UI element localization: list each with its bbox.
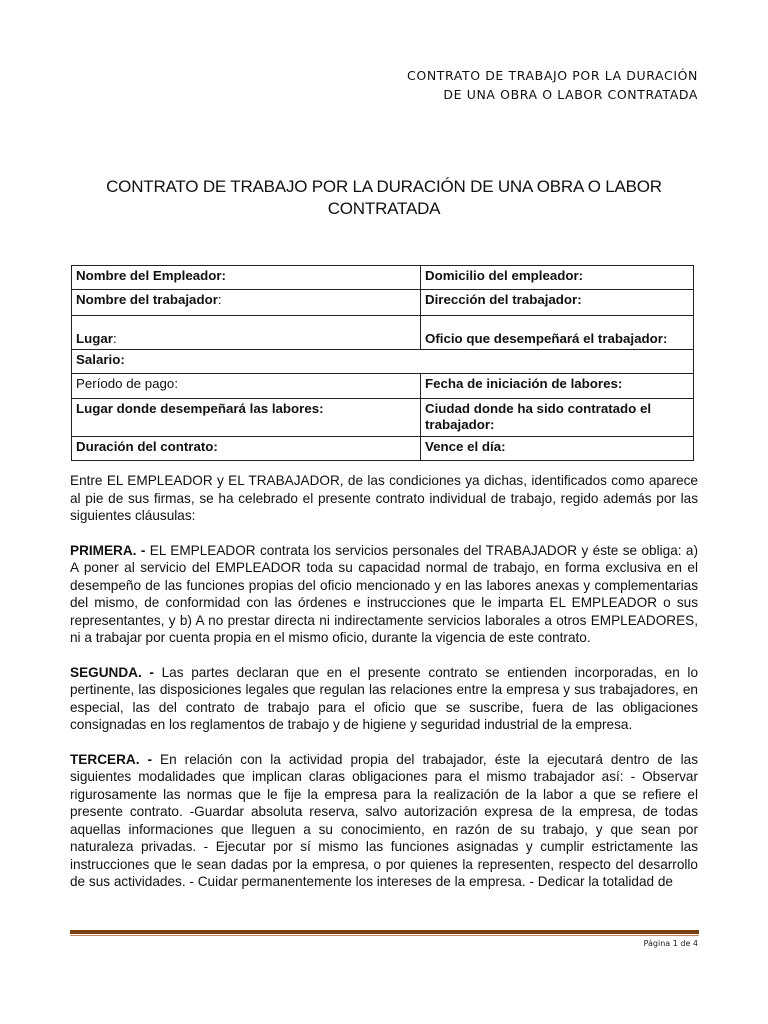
clause-segunda-text: Las partes declaran que en el presente contrato se entienden incorporadas, en lo pertinente, las disposiciones legales que regulan las relaciones entre la empresa y sus trabajadores, en especial, las del contrato de trabajo para el oficio que se suscribe, fuera de las obligaciones consignadas en los reglamentos de trabajo y de higiene y seguridad industrial de la empresa. bbox=[70, 664, 699, 732]
footer-divider-thin bbox=[70, 935, 699, 936]
intro-paragraph: Entre EL EMPLEADOR y EL TRABAJADOR, de las condiciones ya dichas, identificados como aparece al pie de sus firmas, se ha celebrado el presente contrato individual de trabajo, regido además por las siguientes cláusulas: bbox=[70, 473, 698, 523]
table-row bbox=[72, 316, 694, 350]
worker-trade-cell: Oficio que desempeñará el trabajador: bbox=[421, 316, 694, 350]
clause-segunda bbox=[70, 664, 698, 734]
table-row bbox=[72, 290, 694, 316]
salary-cell: Salario: bbox=[72, 350, 694, 374]
clause-primera-text: EL EMPLEADOR contrata los servicios personales del TRABAJADOR y éste se obliga: a) A poner al servicio del EMPLEADOR toda su capacidad normal de trabajo, en forma exclusiva en el desempeño de las funciones propias del oficio mencionado y en las labores anexas y complementarias del mismo, de conformidad con las órdenes e instrucciones que le imparta EL EMPLEADOR o sus representantes, y b) A no prestar directa ni indirectamente servicios laborales a otros EMPLEADORES, ni a trabajar por cuenta propia en el mismo oficio, durante la vigencia de este contrato. bbox=[70, 542, 698, 645]
table-row bbox=[72, 437, 694, 461]
worker-name-label: Nombre del trabajador bbox=[76, 292, 218, 307]
expiry-date-cell: Vence el día: bbox=[421, 437, 694, 461]
running-header bbox=[407, 66, 698, 104]
place-cell bbox=[72, 316, 421, 350]
table-row bbox=[72, 266, 694, 290]
document-title bbox=[70, 176, 698, 220]
employer-name-cell: Nombre del Empleador: bbox=[72, 266, 421, 290]
worker-address-cell: Dirección del trabajador: bbox=[421, 290, 694, 316]
worker-name-colon: : bbox=[217, 292, 222, 307]
table-row bbox=[72, 350, 694, 374]
place-colon: : bbox=[112, 331, 117, 346]
document-title-line-1: CONTRATO DE TRABAJO POR LA DURACIÓN DE UNA OBRA O LABOR bbox=[106, 177, 662, 196]
work-place-cell: Lugar donde desempeñará las labores: bbox=[72, 399, 421, 437]
contract-body bbox=[70, 472, 698, 908]
place-label: Lugar bbox=[76, 331, 113, 346]
running-header-line-2: DE UNA OBRA O LABOR CONTRATADA bbox=[443, 87, 698, 102]
clause-tercera-text: En relación con la actividad propia del trabajador, éste la ejecutará dentro de las siguientes modalidades que implican claras obligaciones para el mismo trabajador así: - Observar rigurosamente las normas que le fije la empresa para la realización de la labor a que se refiere el presente contrato. -Guardar absoluta reserva, salvo autorización expresa de la empresa, de todas aquellas informaciones que lleguen a su conocimiento, en razón de su trabajo, y que sean por naturaleza privadas. - Ejecutar por sí mismo las funciones asignadas y cumplir estrictamente las instrucciones que le sean dadas por la empresa, o por quienes la representen, respecto del desarrollo de sus actividades. - Cuidar permanentemente los intereses de la empresa. - Dedicar la totalidad de bbox=[70, 751, 698, 889]
table-row bbox=[72, 374, 694, 399]
contract-info-table bbox=[71, 265, 694, 461]
running-header-line-1: CONTRATO DE TRABAJO POR LA DURACIÓN bbox=[407, 68, 698, 83]
pay-period-cell: Período de pago: bbox=[72, 374, 421, 399]
contract-duration-cell: Duración del contrato: bbox=[72, 437, 421, 461]
document-title-line-2: CONTRATADA bbox=[327, 199, 441, 218]
hiring-city-cell: Ciudad donde ha sido contratado el trabajador: bbox=[421, 399, 694, 437]
start-date-cell: Fecha de iniciación de labores: bbox=[421, 374, 694, 399]
clause-tercera-heading: TERCERA. - bbox=[70, 751, 153, 767]
clause-primera-heading: PRIMERA. - bbox=[70, 542, 146, 558]
clause-tercera bbox=[70, 751, 698, 891]
footer-divider bbox=[70, 930, 699, 934]
clause-primera bbox=[70, 542, 698, 647]
table-row bbox=[72, 399, 694, 437]
worker-name-cell bbox=[72, 290, 421, 316]
employer-address-cell: Domicilio del empleador: bbox=[421, 266, 694, 290]
clause-segunda-heading: SEGUNDA. - bbox=[70, 664, 154, 680]
page-number: Página 1 de 4 bbox=[643, 939, 698, 948]
